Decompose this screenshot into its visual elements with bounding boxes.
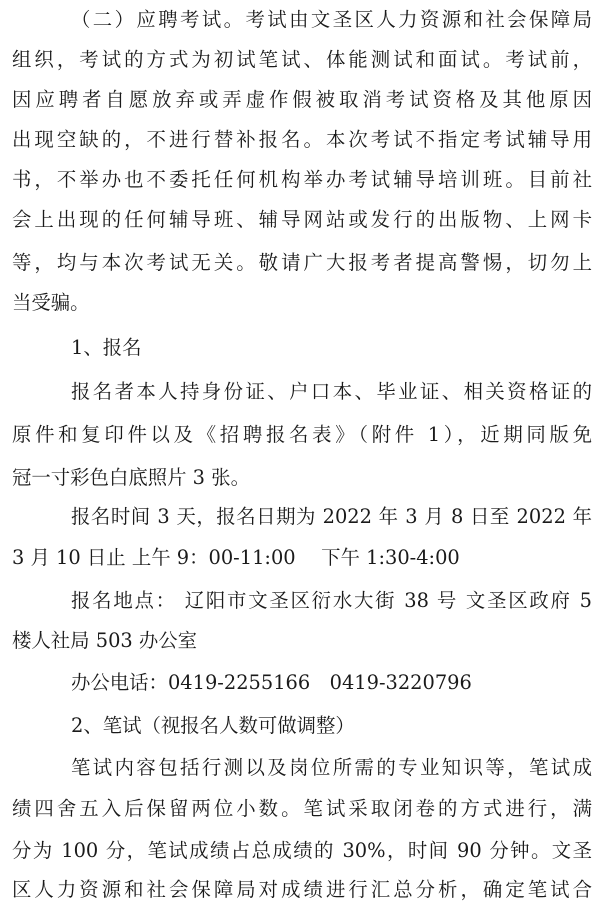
paragraph-line: 冠一寸彩色白底照片 3 张。 (12, 466, 250, 489)
paragraph-line: 3 月 10 日止 上午 9：00-11:00 下午 1:30-4:00 (12, 546, 460, 569)
paragraph-line: 楼人社局 503 办公室 (12, 629, 198, 652)
paragraph-line: （二）应聘考试。考试由文圣区人力资源和社会保障局 (71, 8, 592, 31)
paragraph-line: 笔试内容包括行测以及岗位所需的专业知识等，笔试成 (71, 756, 592, 779)
contact-phone-line: 办公电话：0419-2255166 0419-3220796 (71, 671, 472, 694)
paragraph-line: 组织，考试的方式为初试笔试、体能测试和面试。考试前， (12, 48, 592, 71)
paragraph-line: 报名地点： 辽阳市文圣区衍水大街 38 号 文圣区政府 5 (71, 589, 592, 612)
paragraph-line: 报名者本人持身份证、户口本、毕业证、相关资格证的 (71, 380, 592, 403)
paragraph-line: 因应聘者自愿放弃或弄虚作假被取消考试资格及其他原因 (12, 88, 592, 111)
paragraph-line: 原件和复印件以及《招聘报名表》（附件 1），近期同版免 (12, 423, 592, 446)
paragraph-line: 分为 100 分，笔试成绩占总成绩的 30%，时间 90 分钟。文圣 (12, 839, 592, 862)
paragraph-line: 区人力资源和社会保障局对成绩进行汇总分析，确定笔试合 (12, 878, 592, 901)
paragraph-line: 出现空缺的，不进行替补报名。本次考试不指定考试辅导用 (12, 128, 592, 151)
paragraph-line: 绩四舍五入后保留两位小数。笔试采取闭卷的方式进行，满 (12, 797, 592, 820)
paragraph-line: 报名时间 3 天，报名日期为 2022 年 3 月 8 日至 2022 年 (71, 505, 592, 528)
section-heading: 2、笔试（视报名人数可做调整） (71, 714, 355, 737)
paragraph-line: 等，均与本次考试无关。敬请广大报考者提高警惕，切勿上 (12, 251, 592, 274)
section-heading: 1、报名 (71, 336, 142, 359)
paragraph-line: 会上出现的任何辅导班、辅导网站或发行的出版物、上网卡 (12, 208, 592, 231)
paragraph-line: 书，不举办也不委托任何机构举办考试辅导培训班。目前社 (12, 168, 592, 191)
paragraph-line: 当受骗。 (12, 291, 90, 314)
